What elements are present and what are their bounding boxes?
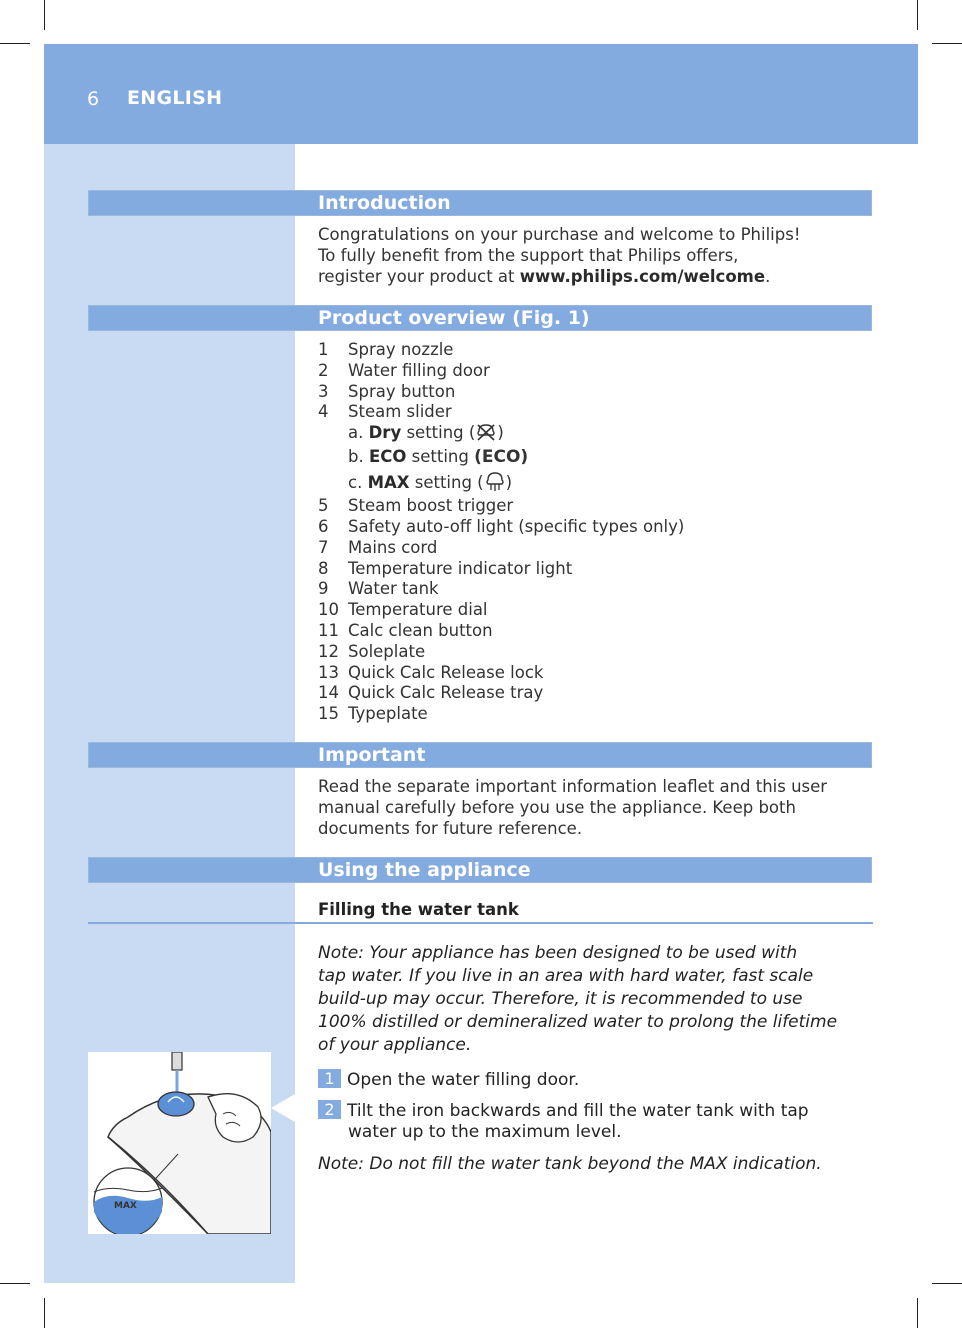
sub-bold: ECO [368,447,407,467]
intro-line [318,266,800,287]
iron-filling-illustration [88,1052,271,1234]
crop-mark [44,1298,45,1328]
list-item [318,641,684,662]
list-item [318,360,684,381]
dry-icon [475,422,497,442]
list-item [318,516,684,537]
item-number: 11 [318,620,339,640]
list-item [318,339,684,360]
note-water-type [318,942,870,1057]
step-1 [318,1069,870,1091]
list-item [318,662,684,683]
language-label: ENGLISH [127,87,223,109]
list-item [318,599,684,620]
list-item [318,495,684,516]
step-text: Open the water filling door. [347,1070,580,1090]
crop-mark [0,43,30,44]
note-line: build-up may occur. Therefore, it is recommended to use [318,989,803,1009]
item-number: 5 [318,496,329,516]
item-label: Safety auto-off light (specific types only) [348,516,685,536]
section-title-important: Important [318,744,426,766]
illustration-pointer [271,1094,295,1122]
item-number: 12 [318,641,339,661]
item-label: Water filling door [348,360,490,380]
item-label: Steam boost trigger [348,496,514,516]
important-line: manual carefully before you use the appliance. Keep both [318,798,796,817]
item-label: Temperature dial [348,600,488,620]
note-max-indication: Note: Do not fill the water tank beyond the MAX indication. [318,1154,822,1174]
list-item [318,682,684,703]
introduction-text [318,224,800,287]
step-text: Tilt the iron backwards and fill the water tank with tap [347,1101,809,1121]
section-bar-important [88,742,872,768]
sub-suffix: ) [497,423,504,443]
item-number: 4 [318,402,329,422]
crop-mark [44,0,45,30]
item-label: Soleplate [348,641,426,661]
section-title-using-appliance: Using the appliance [318,859,531,881]
intro-line: To fully benefit from the support that Philips offers, [318,246,739,265]
item-number: 3 [318,381,329,401]
note-line: Note: Your appliance has been designed to be used with [318,943,798,963]
item-number: 1 [318,340,329,359]
item-label: Calc clean button [348,620,493,640]
item-label: Quick Calc Release lock [348,662,544,682]
subheading-rule [88,922,873,924]
item-number: 10 [318,600,339,620]
list-item [318,558,684,579]
crop-mark [0,1283,30,1284]
item-label: Quick Calc Release tray [348,683,544,703]
max-label: MAX [114,1201,137,1211]
item-number: 6 [318,516,329,536]
crop-mark [932,1283,962,1284]
sub-text: setting ( [409,473,484,493]
eco-icon: (ECO) [474,447,529,468]
intro-text: . [765,267,771,286]
step-2 [318,1100,870,1143]
important-text [318,776,827,839]
crop-mark [917,0,918,30]
item-label: Typeplate [348,704,428,724]
item-number: 2 [318,360,329,380]
iron-illustration-graphic [88,1052,271,1234]
step-number: 2 [318,1100,341,1119]
section-title-product-overview: Product overview (Fig. 1) [318,307,590,329]
crop-mark [932,43,962,44]
sub-bold: Dry [368,423,402,443]
item-number: 8 [318,558,329,578]
sub-text: setting ( [401,423,476,443]
list-item [318,703,684,724]
sub-item-eco [318,446,684,470]
subheading-filling-tank: Filling the water tank [318,900,519,919]
intro-line: Congratulations on your purchase and welcome to Philips! [318,225,801,244]
item-label: Spray nozzle [348,340,454,359]
list-item [318,537,684,558]
philips-url-link[interactable]: www.philips.com/welcome [519,267,766,286]
item-number: 7 [318,537,329,557]
product-overview-list [318,339,684,724]
sub-text: setting [406,447,475,467]
note-line: 100% distilled or demineralized water to prolong the lifetime [318,1012,838,1032]
important-line: documents for future reference. [318,819,583,838]
list-item [318,620,684,641]
step-number: 1 [318,1069,341,1088]
item-number: 15 [318,704,339,724]
list-item [318,578,684,599]
section-bar-introduction [88,190,872,216]
list-item [318,401,684,422]
item-label: Spray button [348,381,456,401]
sub-prefix: b. [348,447,369,467]
item-number: 13 [318,662,339,682]
sub-suffix: ) [505,473,513,493]
sub-bold: MAX [367,473,410,493]
item-label: Water tank [348,579,439,599]
step-text: water up to the maximum level. [348,1122,622,1142]
item-label: Temperature indicator light [348,558,573,578]
list-item [318,381,684,402]
page-number: 6 [87,88,100,110]
item-number: 14 [318,683,339,703]
note-line: of your appliance. [318,1035,472,1055]
max-steam-icon [484,470,506,492]
item-label: Mains cord [348,537,438,557]
note-line: tap water. If you live in an area with hard water, fast scale [318,966,814,986]
crop-mark [917,1298,918,1328]
sub-item-dry [318,422,684,446]
sub-prefix: c. [348,473,368,493]
section-title-introduction: Introduction [318,192,451,214]
item-number: 9 [318,579,329,599]
sub-item-max [318,470,684,495]
item-label: Steam slider [348,402,452,422]
intro-text: register your product at [318,267,520,286]
important-line: Read the separate important information leaflet and this user [318,777,828,796]
sub-prefix: a. [348,423,369,443]
